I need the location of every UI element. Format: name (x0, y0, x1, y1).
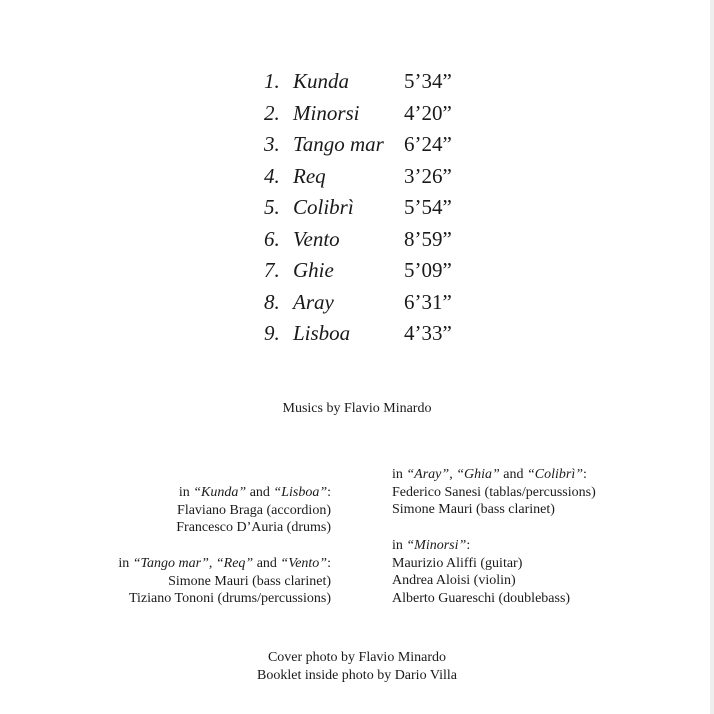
lineup-aray-ghia-colibri (392, 466, 596, 519)
track-title: Kunda (293, 69, 350, 93)
track-number: 2. (264, 100, 280, 125)
musician-credit: Federico Sanesi (tablas/percussions) (392, 484, 596, 500)
track-duration: 5’54” (404, 195, 452, 219)
track-title: Ghie (293, 258, 334, 282)
lineup-heading: in “Minorsi”: (392, 538, 471, 553)
musician-credit: Maurizio Aliffi (guitar) (392, 555, 523, 571)
track-number: 9. (264, 321, 280, 345)
track-number: 6. (264, 226, 280, 251)
cover-photo-credit: Cover photo by Flavio Minardo (267, 650, 447, 665)
track-number: 5. (264, 195, 280, 219)
track-title: Tango mar (293, 132, 384, 156)
track-number: 7. (264, 258, 280, 282)
track-title: Vento (293, 226, 340, 251)
lineup-kunda-lisboa (176, 484, 331, 537)
lineup-heading: in “Tango mar”, “Req” and “Vento”: (118, 556, 331, 571)
track-duration: 6’24” (404, 132, 452, 156)
track-number: 8. (264, 289, 280, 314)
track-duration: 4’20” (404, 100, 452, 125)
lineup-heading: in “Kunda” and “Lisboa”: (178, 485, 331, 500)
track-title: Lisboa (293, 321, 351, 345)
track-title: Colibrì (293, 195, 354, 219)
track-title: Minorsi (293, 100, 360, 125)
track-title: Aray (293, 289, 334, 314)
lineup-heading: in “Aray”, “Ghia” and “Colibrì”: (392, 467, 587, 482)
musician-credit: Flaviano Braga (accordion) (177, 502, 331, 518)
track-number: 4. (264, 163, 280, 188)
track-duration: 8’59” (404, 226, 452, 251)
track-duration: 3’26” (404, 163, 452, 188)
lineup-tango-req-vento (118, 555, 331, 608)
booklet-photo-credit: Booklet inside photo by Dario Villa (257, 668, 457, 683)
track-duration: 4’33” (404, 321, 452, 345)
track-duration: 5’34” (404, 69, 452, 93)
page-edge (710, 0, 714, 714)
musician-credit: Simone Mauri (bass clarinet) (168, 573, 331, 589)
lineup-minorsi (392, 537, 570, 607)
music-credit: Musics by Flavio Minardo (282, 401, 432, 416)
track-duration: 6’31” (404, 289, 452, 314)
track-number: 3. (264, 132, 280, 156)
musician-credit: Alberto Guareschi (doublebass) (392, 590, 571, 606)
musician-credit: Tiziano Tononi (drums/percussions) (128, 591, 331, 606)
track-number: 1. (264, 69, 280, 93)
musician-credit: Francesco D’Auria (drums) (176, 520, 331, 535)
track-duration: 5’09” (404, 258, 452, 282)
musician-credit: Simone Mauri (bass clarinet) (392, 502, 555, 517)
musician-credit: Andrea Aloisi (violin) (392, 573, 516, 588)
track-title: Req (293, 163, 326, 188)
